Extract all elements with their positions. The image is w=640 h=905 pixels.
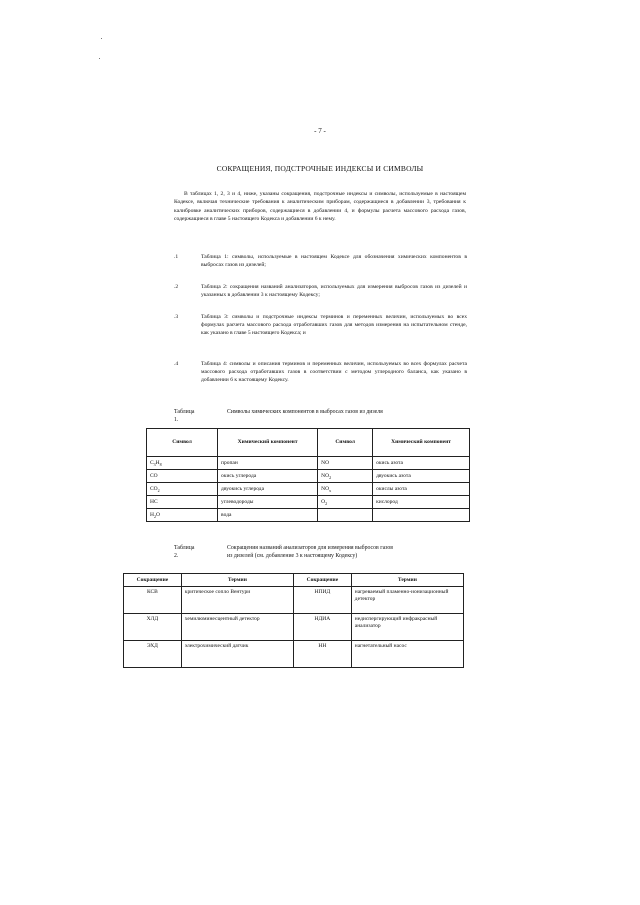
abbreviation-cell: ЭХД <box>124 641 182 668</box>
symbol-cell: NO <box>318 457 373 470</box>
list-item-number: .3 <box>174 314 179 320</box>
table-header-row <box>147 429 470 457</box>
term-cell: электрохимический датчик <box>181 641 293 668</box>
column-header: Сокращение <box>293 574 351 587</box>
table1-label: Таблица 1. <box>174 409 195 423</box>
table-row <box>147 470 470 483</box>
component-cell: окислы азота <box>373 483 470 496</box>
column-header: Термин <box>351 574 463 587</box>
table-row <box>147 509 470 522</box>
intro-text: В таблицах 1, 2, 3 и 4, ниже, указаны сокращения, подстрочные индексы и символы, используемые в настоящем Кодексе, включая технические требования к аналитическим приборам, содержащиеся в добавлении 3, требования к калибровке аналитических приборов, содержащиеся в добавлении 4, и формулы расчета массового расхода газов, содержащиеся в главе 5 настоящего Кодекса и добавлении 6 к нему. <box>174 191 466 222</box>
list-item-text: Таблица 3: символы и подстрочные индексы терминов и переменных величин, используемых во всех формулах расчета массового расхода отработавших газов для методов измерения на испытательном стенде, как указано в главе 5 настоящего Кодекса; и <box>201 314 467 337</box>
component-cell: кислород <box>373 496 470 509</box>
table-chemical-symbols <box>146 428 470 522</box>
component-cell: окись азота <box>373 457 470 470</box>
table-row <box>124 587 464 614</box>
column-header: Символ <box>147 429 218 457</box>
symbol-cell: CO <box>147 470 218 483</box>
symbol-cell <box>318 509 373 522</box>
list-item-number: .2 <box>174 284 179 290</box>
table2-caption-line2: из дизелей (см. добавление 3 к настоящему Кодексу) <box>227 553 358 559</box>
symbol-cell: $CO_2$ <box>147 483 218 496</box>
component-cell: углеводороды <box>218 496 318 509</box>
table2-label: Таблица 2. <box>174 545 195 559</box>
list-item-text: Таблица 1: символы, используемые в настоящем Кодексе для обозначения химических компонентов в выбросах газов из дизелей; <box>201 254 467 269</box>
column-header: Химический компонент <box>218 429 318 457</box>
component-cell: вода <box>218 509 318 522</box>
list-item-text: Таблица 2: сокращения названий анализаторов, используемых для измерения выбросов газов из дизелей и указанных в добавлении 3 к настоящему Кодексу; <box>201 284 467 299</box>
component-cell: двуокись азота <box>373 470 470 483</box>
component-cell: двуокись углерода <box>218 483 318 496</box>
abbreviation-cell: НН <box>293 641 351 668</box>
intro-paragraph <box>174 190 466 223</box>
table-analyzer-abbreviations <box>123 573 464 668</box>
symbol-cell: $NO_x$ <box>318 483 373 496</box>
list-item-number: .1 <box>174 254 179 260</box>
scan-speck <box>101 38 102 39</box>
table-row <box>147 483 470 496</box>
term-cell: нагнетательный насос <box>351 641 463 668</box>
abbreviation-cell: НПИД <box>293 587 351 614</box>
component-cell <box>373 509 470 522</box>
term-cell: критическое сопло Вентури <box>181 587 293 614</box>
term-cell: хемилюминесцентный детектор <box>181 614 293 641</box>
abbreviation-cell: НДИА <box>293 614 351 641</box>
table-row <box>147 457 470 470</box>
symbol-cell: HC <box>147 496 218 509</box>
component-cell: пропан <box>218 457 318 470</box>
abbreviation-cell: КСВ <box>124 587 182 614</box>
component-cell: окись углерода <box>218 470 318 483</box>
table-row <box>124 641 464 668</box>
column-header: Символ <box>318 429 373 457</box>
table-header-row <box>124 574 464 587</box>
column-header: Сокращение <box>124 574 182 587</box>
list-item-text: Таблица 4: символы и описания терминов и переменных величин, используемых во всех формулах расчета массового расхода отработавших газов в соответствии с методом углеродного баланса, как указано в добавлении 6 к настоящему Кодексу. <box>201 361 467 384</box>
abbreviation-cell: ХЛД <box>124 614 182 641</box>
table1-caption-text: Символы химических компонентов в выбросах газов из дизеля <box>227 409 383 415</box>
term-cell: недиспергирующий инфракрасный анализатор <box>351 614 463 641</box>
table-row <box>147 496 470 509</box>
column-header: Термин <box>181 574 293 587</box>
symbol-cell: $H_2O$ <box>147 509 218 522</box>
symbol-cell: $NO_2$ <box>318 470 373 483</box>
scan-speck <box>99 58 100 59</box>
page-number: - 7 - <box>314 127 326 135</box>
table2-caption-line1: Сокращения названий анализаторов для измерения выбросов газов <box>227 545 394 551</box>
page-title: СОКРАЩЕНИЯ, ПОДСТРОЧНЫЕ ИНДЕКСЫ И СИМВОЛЫ <box>216 164 424 173</box>
term-cell: нагреваемый пламенно-ионизационный детектор <box>351 587 463 614</box>
column-header: Химический компонент <box>373 429 470 457</box>
symbol-cell: $O_2$ <box>318 496 373 509</box>
symbol-cell: $C_3H_8$ <box>147 457 218 470</box>
table-row <box>124 614 464 641</box>
list-item-number: .4 <box>174 361 179 367</box>
